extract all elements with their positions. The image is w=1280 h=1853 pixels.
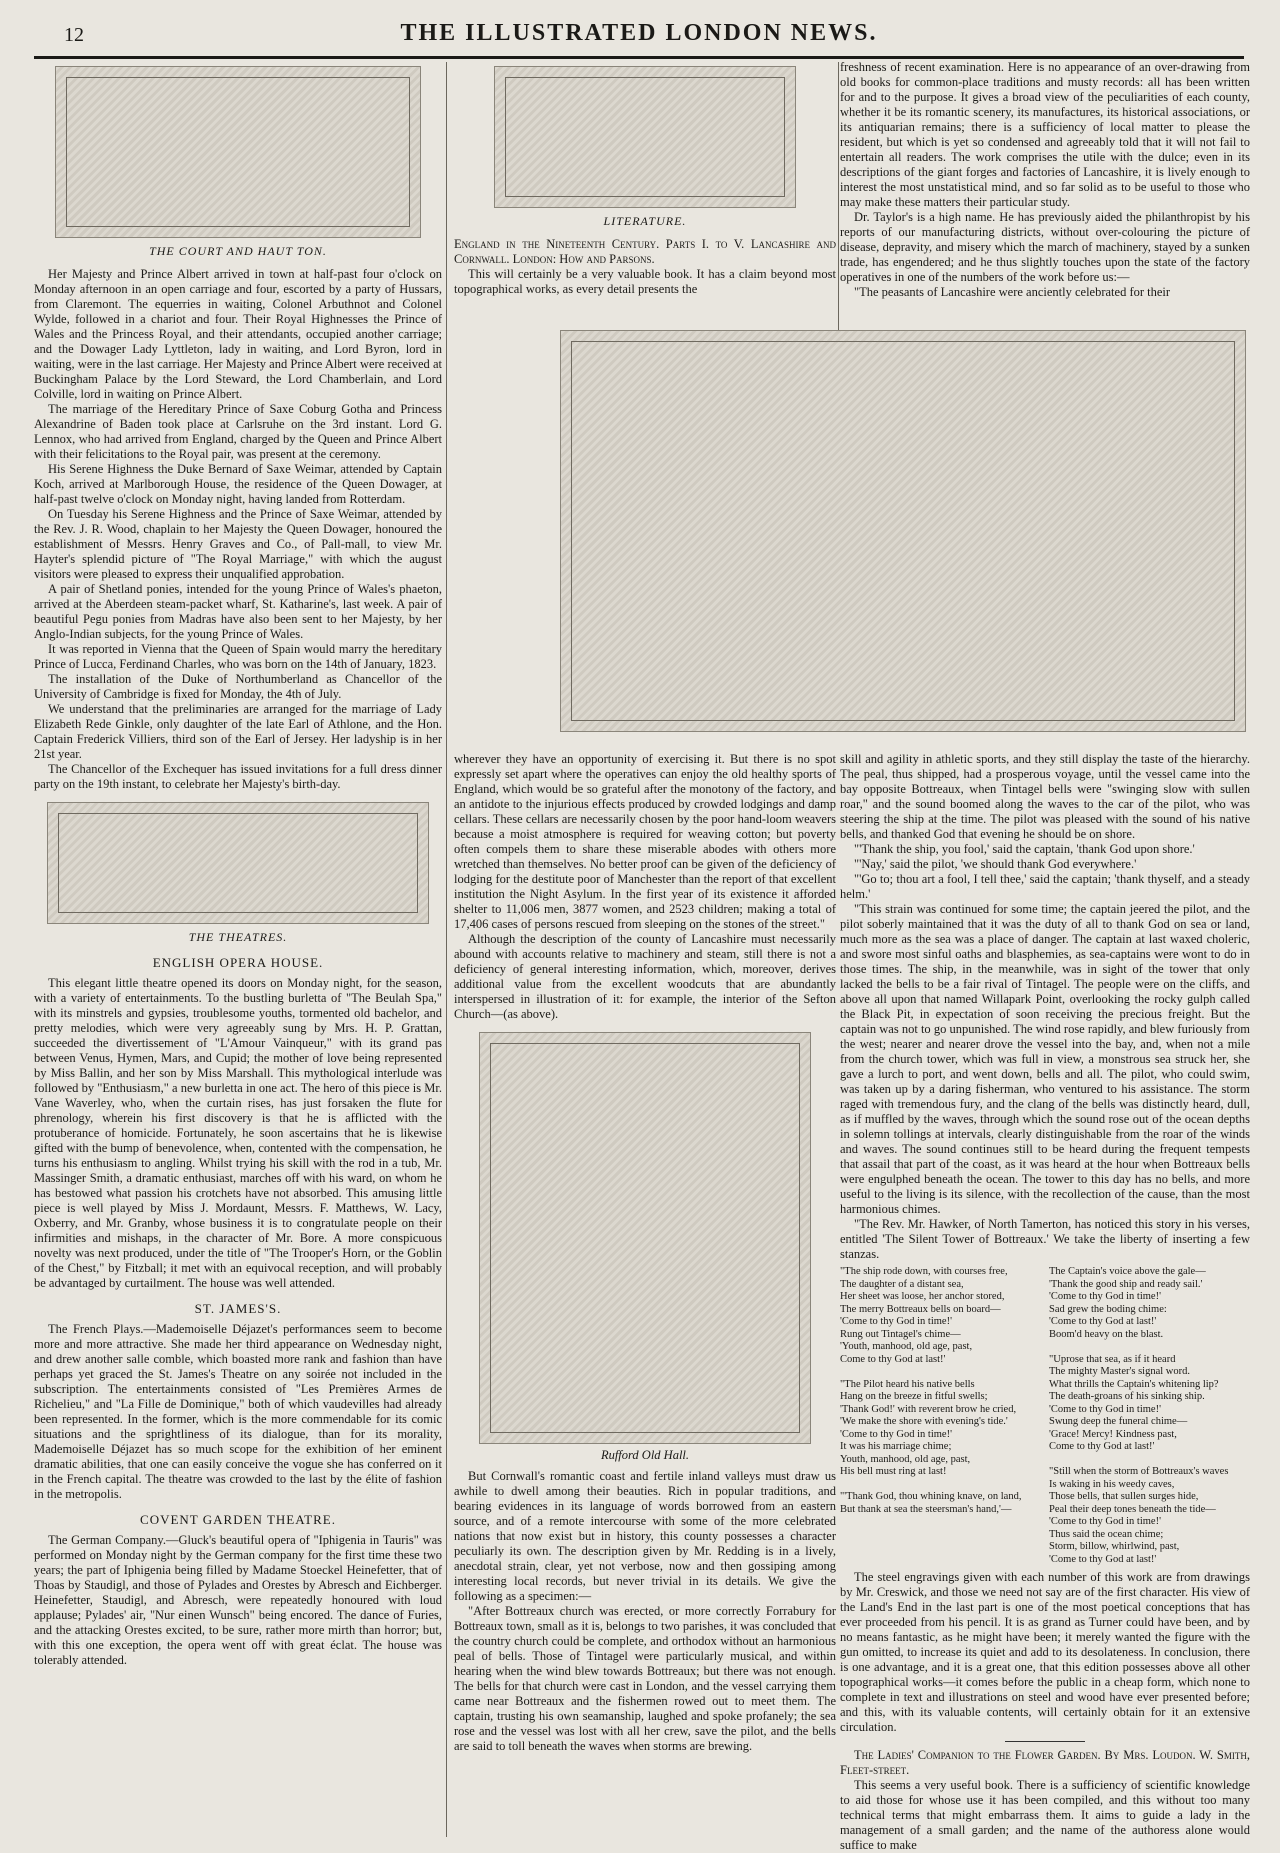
paragraph: "'Go to; thou art a fool, I tell thee,' said the captain; 'thank thyself, and a steady helm.' bbox=[840, 872, 1250, 901]
paragraph: The French Plays.—Mademoiselle Déjazet's performances seem to become more and more attractive. She made her third appearance on Wednesday night, and drew another salle comble, which boasted more rank and fashion than have perhaps yet graced the St. James's Theatre on any soirée not included in the subscription. The entertainments consisted of "Les Premières Armes de Richelieu," and "La Fille de Dominique," both of which vaudevilles had already been represented. In the former, which is the more commendable for its comic situations and the sprightliness of its dialogue, than for its morality, Mademoiselle Déjazet has so much scope for the exhibition of her eminent dramatic abilities, that one can easily conceive the vogue she has conferred on it in the French capital. The theatre was crowded to the last by the élite of fashion in the metropolis. bbox=[34, 1322, 442, 1501]
poem-right: The Captain's voice above the gale— 'Thank the good ship and ready sail.' 'Come to thy God in time!' Sad grew the boding chime: 'Come to thy God at last!' Boom'd heavy on the blast. "Uprose that sea, as if it heard The mighty Master's signal word. What thrills the Captain's whitening lip? The death-groans of his sinking ship. 'Come to thy God in time!' Swung deep the funeral chime— 'Grace! Mercy! Kindness past, Come to thy God at last!' "Still when the storm of Bottreaux's waves Is waking in his weedy caves, Those bells, that sullen surges hide, Peal their deep tones beneath the tide— 'Come to thy God in time!' Thus said the ocean chime; Storm, billow, whirlwind, past, 'Come to thy God at last!' bbox=[1049, 1266, 1229, 1565]
rufford-hall-illustration bbox=[479, 1032, 811, 1444]
theatres-caption: THE THEATRES. bbox=[188, 930, 288, 944]
paragraph: "After Bottreaux church was erected, or more correctly Forrabury for Bottreaux town, small as it is, belongs to two parishes, it was concluded that the country church could be complete, and orthodox without an harmonious peal of bells. Those of Tintagel were particularly musical, and within hearing when the wind blew towards Bottreaux; but there was not enough. The bells for that church were cast in London, and the vessel carrying them came near Bottreaux and the fishermen rowed out to meet them. The captain, trusting his own seamanship, laughed and spoke profanely; the sea rose and the vessel was lost with all her crew, save the pilot, and the bells are said to toll beneath the waves when storms are brewing. bbox=[454, 1604, 836, 1753]
column-2-bottom bbox=[454, 752, 836, 1754]
column-1 bbox=[34, 60, 442, 1668]
masthead-rule bbox=[34, 56, 1244, 59]
paragraph: On Tuesday his Serene Highness and the Prince of Saxe Weimar, attended by the Rev. J. R. Wood, chaplain to her Majesty the Queen Dowager, honoured the establishment of Messrs. Henry Graves and Co., of Pall-mall, to view Mr. Hayter's splendid picture of "The Royal Marriage," with which the august visitors were pleased to express their unqualified approbation. bbox=[34, 507, 442, 581]
paragraph: The German Company.—Gluck's beautiful opera of "Iphigenia in Tauris" was performed on Monday night by the German company for the first time these two years; the part of Iphigenia being filled by Madame Stoeckel Heinefetter, that of Thoas by Staudigl, and those of Pylades and Orestes by Abresch and Eichberger. Heinefetter, Staudigl, and Abresch, were repeatedly honoured with loud applause; Pylades' air, "Nur einen Wunsch" being encored. The dance of Furies, and the attacking Orestes excited, to be sure, rather more mirth than horror; but, with this one exception, the opera went off with great éclat. The house was tolerably attended. bbox=[34, 1533, 442, 1667]
column-divider bbox=[838, 62, 839, 332]
paragraph: This seems a very useful book. There is a sufficiency of scientific knowledge to aid those for whose use it has been compiled, and this without too many technical terms that might embarrass them. It aims to guide a lady in the management of a small garden; and the name of the authoress alone would suffice to make bbox=[840, 1778, 1250, 1852]
literature-caption: LITERATURE. bbox=[603, 214, 687, 228]
paragraph: It was reported in Vienna that the Queen of Spain would marry the hereditary Prince of Lucca, Ferdinand Charles, who was born on the 14th of January, 1823. bbox=[34, 642, 442, 671]
paragraph: The steel engravings given with each number of this work are from drawings by Mr. Creswick, and those we need not say are of the first character. His view of the Land's End in the last part is one of the most poetical conceptions that has ever proceeded from his pencil. It is as grand as Turner could have been, and by no means fantastic, as he might have been; it merely wanted the figure with the gun omitted, to increase its quiet and add to its desolateness. In conclusion, there is one advantage, and it is a great one, that this edition possesses above all other topographical works—it comes before the public in a cheap form, which none to complete in text and illustrations on steel and wood have ever presented before; and this, with its valuable contents, will certainly obtain for it an extensive circulation. bbox=[840, 1570, 1250, 1734]
section-heading: ST. JAMES'S. bbox=[194, 1301, 282, 1316]
poem bbox=[840, 1266, 1250, 1566]
court-illustration bbox=[55, 66, 421, 238]
column-divider bbox=[446, 62, 447, 1837]
section-heading: COVENT GARDEN THEATRE. bbox=[140, 1512, 336, 1527]
court-caption: THE COURT AND HAUT TON. bbox=[149, 244, 327, 258]
paragraph: But Cornwall's romantic coast and fertile inland valleys must draw us awhile to dwell among their beauties. Rich in popular traditions, and bearing evidences in its language of words borrowed from an eastern source, and of a remote intercourse with some of the more celebrated nations that now exist but in history, this county possesses a character peculiarly its own. The description given by Mr. Redding is in a lively, anecdotal strain, clear, yet not verbose, now and then gossiping among interesting local records, but never trivial in its details. We give the following as a specimen:— bbox=[454, 1469, 836, 1603]
paragraph: "The Rev. Mr. Hawker, of North Tamerton, has noticed this story in his verses, entitled 'The Silent Tower of Bottreaux.' We take the liberty of inserting a few stanzas. bbox=[840, 1217, 1250, 1261]
literature-illustration bbox=[494, 66, 796, 208]
paragraph: "'Thank the ship, you fool,' said the captain, 'thank God upon shore.' bbox=[854, 842, 1195, 856]
paragraph: Her Majesty and Prince Albert arrived in town at half-past four o'clock on Monday afternoon in an open carriage and four, escorted by a party of Hussars, from Claremont. The equerries in waiting, Colonel Arbuthnot and Colonel Wylde, followed in a chariot and four. Their Royal Highnesses the Prince of Wales and the Princess Royal, and their attendants, occupied another carriage; and the Dowager Lady Lyttleton, lady in waiting, and Lord Byron, lord in waiting, were in the last carriage. Her Majesty and Prince Albert were received at Buckingham Palace by the Lord Steward, the Lord Chamberlain, and Lord Colville, lord in waiting on Prince Albert. bbox=[34, 267, 442, 401]
paragraph: His Serene Highness the Duke Bernard of Saxe Weimar, attended by Captain Koch, arrived at Marlborough House, the residence of the Queen Dowager, at half-past twelve o'clock on Monday night, having landed from Rotterdam. bbox=[34, 462, 442, 506]
paragraph: Although the description of the county of Lancashire must necessarily abound with accounts relative to machinery and steam, still there is not a deficiency of general interesting information, which, moreover, derives additional value from the excellent woodcuts that are abundantly interspersed in illustration of it: for example, the interior of the Sefton Church—(as above). bbox=[454, 932, 836, 1021]
paragraph: "This strain was continued for some time; the captain jeered the pilot, and the pilot soberly maintained that it was the duty of all to thank God on sea or land, much more as the sea was a place of danger. The captain at last waxed choleric, and swore most sinful oaths and blasphemies, as sea-captains were wont to do in those times. The ship, in the meanwhile, was in sight of the tower that only lacked the bells to be a fair rival of Tintagel. The people were on the cliffs, and above all upon that named Willapark Point, overlooking the rocky gulph called the Black Pit, in expectation of soon receiving the precious freight. But the captain was not to go unpunished. The wind rose rapidly, and blew furiously from the west; nearer and nearer drove the vessel into the bay, and, when not a mile from the church tower, which was full in view, a monstrous sea struck her, she gave a lurch to port, and went down, bells and all. The pilot, who could swim, was taken up by a daring fisherman, who ventured to his assistance. The storm raged with tremendous fury, and the clang of the bells was distinctly heard, dull, as if muffled by the waves, through which the sound rose out of the ocean depths in solemn tollings at intervals, clearly distinguishable from the roar of the winds and waves. The sound continues still to be heard during the frequent tempests that assail that part of the coast, as it was heard at the hour when Bottreaux bells were engulphed beneath the ocean. The tower to this day has no bells, and more useful to the living is its silence, with the recollection of the cause, than the most harmonious chimes. bbox=[840, 902, 1250, 1216]
section-heading: ENGLISH OPERA HOUSE. bbox=[152, 955, 324, 970]
masthead-title: THE ILLUSTRATED LONDON NEWS. bbox=[400, 20, 878, 46]
paragraph: The Chancellor of the Exchequer has issued invitations for a full dress dinner party on the 19th instant, to celebrate her Majesty's birth-day. bbox=[34, 762, 442, 791]
review-heading: England in the Nineteenth Century. Parts I. to V. Lancashire and Cornwall. London: How and Parsons. bbox=[454, 237, 836, 266]
paragraph: skill and agility in athletic sports, and they still display the taste of the hierarchy. The peal, thus shipped, had a prosperous voyage, until the vessel came into the bay opposite Bottreaux, when Tintagel bells were "swinging slow with sullen roar," and the sound boomed along the waves to the car of the pilot, who was steering the ship at the time. The pilot was pleased with the sound of his native bells, and thanked God that evening he should be on shore. bbox=[840, 752, 1250, 841]
column-3-bottom bbox=[840, 752, 1250, 1853]
poem-left: "The ship rode down, with courses free, The daughter of a distant sea, Her sheet was loose, her anchor stored, The merry Bottreaux bells on board— 'Come to thy God in time!' Rung out Tintagel's chime— 'Youth, manhood, old age, past, Come to thy God at last!' "The Pilot heard his native bells Hang on the breeze in fitful swells; 'Thank God!' with reverent brow he cried, 'We make the shore with evening's tide.' 'Come to thy God in time!' It was his marriage chime; Youth, manhood, old age, past, His bell must ring at last! "'Thank God, thou whining knave, on land, But thank at sea the steersman's hand,'— bbox=[840, 1266, 1022, 1515]
column-3-top bbox=[840, 60, 1250, 330]
paragraph: The installation of the Duke of Northumberland as Chancellor of the University of Cambridge is fixed for Monday, the 4th of July. bbox=[34, 672, 442, 701]
paragraph: A pair of Shetland ponies, intended for the young Prince of Wales's phaeton, arrived at the Aberdeen steam-packet wharf, St. Katharine's, last week. A pair of beautiful Pegu ponies from Madras have also been sent to her Majesty, by her Anglo-Indian subjects, for the young Prince of Wales. bbox=[34, 582, 442, 641]
page-number: 12 bbox=[64, 24, 84, 46]
church-interior-illustration bbox=[560, 330, 1246, 732]
divider bbox=[1005, 1741, 1085, 1742]
paragraph: This elegant little theatre opened its doors on Monday night, for the season, with a variety of entertainments. To the bustling burletta of "The Beulah Spa," with its minstrels and gypsies, troublesome youths, tormented old bachelor, and pretty melodies, which were very agreeably sung by Mrs. H. P. Grattan, succeeded the divertissement of "L'Amour Vainqueur," with its grand pas between Venus, Hymen, Mars, and Cupid; the mother of love being represented by Miss Ballin, and her son by Miss Marshall. This mythological interlude was followed by "Enthusiasm," a new burletta in one act. The hero of this piece is Mr. Vane Waverley, who, when the curtain rises, has just forsaken the flute for phrenology, wherein his first discovery is that he is afflicted with the protuberance of homicide. Fortunately, he soon ascertains that he is likewise gifted with the bump of benevolence, when, contented with the compensation, he turns his enthusiasm to angling. Whilst trying his skill with the rod in a tub, Mr. Massinger Smith, a dramatic enthusiast, marches off with his ward, on whom he has bestowed what passion his crotchets have not absorbed. This amusing little piece is well played by Miss J. Mordaunt, Messrs. F. Matthews, W. Lacy, Oxberry, and Mr. Granby, whose business it is to congratulate people on their infirmities and mishaps, in the character of Mr. Bore. A more conspicuous novelty was next produced, under the title of "The Trooper's Horn, or the Goblin of the Chest," by Fitzball; it met with an equivocal reception, and will probably be advantaged by curtailment. The house was well attended. bbox=[34, 976, 442, 1290]
review-heading: The Ladies' Companion to the Flower Garden. By Mrs. Loudon. W. Smith, Fleet-street. bbox=[840, 1748, 1250, 1777]
paragraph: This will certainly be a very valuable book. It has a claim beyond most topographical works, as every detail presents the bbox=[454, 267, 836, 296]
paragraph: The marriage of the Hereditary Prince of Saxe Coburg Gotha and Princess Alexandrine of Baden took place at Carlsruhe on the 3rd instant. Lord G. Lennox, who had arrived from England, charged by the Queen and Prince Albert with their felicitations to the Royal pair, was present at the ceremony. bbox=[34, 402, 442, 461]
theatres-illustration bbox=[47, 802, 429, 924]
paragraph: freshness of recent examination. Here is no appearance of an over-drawing from old books for common-place traditions and musty records: all has been written for and to the purpose. It gives a broad view of the peculiarities of each county, whether it be its romantic scenery, its manufactures, its historical associations, or its antiquarian remains; there is a sufficiency of local matter to please the resident, but which is yet so condensed and agreeably told that it will not fail to entertain all readers. The work comprises the utile with the dulce; even in its descriptions of the giant forges and factories of Lancashire, it is lively enough to interest the most unstatistical mind, and so far solid as to be useful to those who may make these matters their particular study. bbox=[840, 60, 1250, 209]
paragraph: "'Nay,' said the pilot, 'we should thank God everywhere.' bbox=[854, 857, 1137, 871]
column-2-top bbox=[454, 60, 836, 330]
rufford-caption: Rufford Old Hall. bbox=[600, 1448, 690, 1462]
paragraph: We understand that the preliminaries are arranged for the marriage of Lady Elizabeth Rede Ginkle, only daughter of the late Earl of Athlone, and the Hon. Captain Frederick Villiers, third son of the Earl of Jersey. Her ladyship is in her 21st year. bbox=[34, 702, 442, 761]
paragraph: Dr. Taylor's is a high name. He has previously aided the philanthropist by his reports of our manufacturing districts, without over-colouring the picture of disease, depravity, and misery which the march of machinery, stayed by a sunken trade, has engendered; and he thus slightly touches upon the state of the factory operatives in one of the numbers of the work before us:— bbox=[840, 210, 1250, 284]
masthead bbox=[34, 14, 1244, 58]
paragraph: "The peasants of Lancashire were anciently celebrated for their bbox=[854, 285, 1171, 299]
paragraph: wherever they have an opportunity of exercising it. But there is no spot expressly set apart where the operatives can enjoy the old healthy sports of England, which would be so grateful after the monotony of the factory, and an antidote to the injurious effects produced by crowded lodgings and damp cellars. These cellars are necessarily chosen by the poor hand-loom weavers because a moist atmosphere is required for weaving cotton; but poverty often compels them to share these miserable abodes with others more wretched than themselves. No better proof can be given of the deficiency of lodging for the destitute poor of Manchester than the report of that excellent institution the Night Asylum. In the first year of its existence it afforded shelter to 11,006 men, 3877 women, and 2523 children; making a total of 17,406 cases of persons rescued from sleeping on the stones of the street." bbox=[454, 752, 836, 931]
